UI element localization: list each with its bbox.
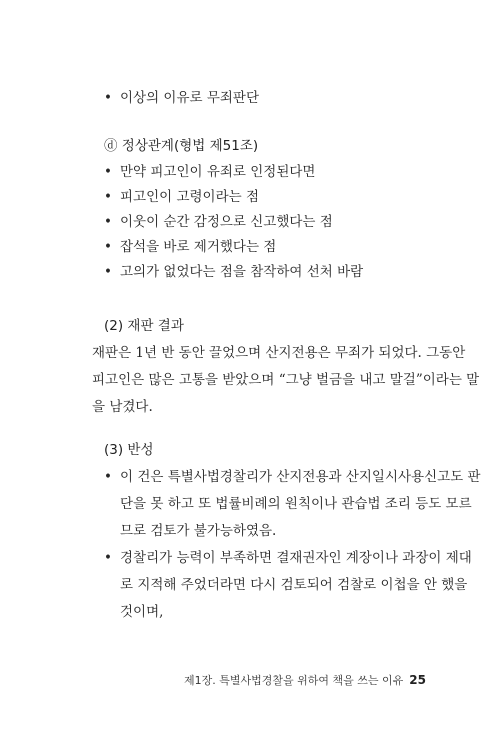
section-heading-reflection: (3) 반성 [104, 442, 154, 458]
bullet-dot: • [104, 164, 112, 180]
bullet-dot: • [104, 264, 112, 280]
bullet-dot: • [104, 469, 112, 485]
bullet-dot: • [104, 189, 112, 205]
bullet-dot: • [104, 214, 112, 230]
paragraph-line: 피고인은 많은 고통을 받았으며 “그냥 벌금을 내고 말걸”이라는 말 [92, 372, 480, 388]
page-number: 25 [409, 673, 426, 687]
section-heading-d: ⓓ 정상관계(형법 제51조) [104, 138, 259, 154]
chapter-title: 제1장. 특별사법경찰을 위하여 책을 쓰는 이유 [184, 674, 404, 687]
bullet-text-line: 경찰리가 능력이 부족하면 결재권자인 계장이나 과장이 제대 [120, 550, 472, 566]
bullet-text-line: 므로 검토가 불가능하였음. [120, 523, 277, 539]
bullet-text-line: 단을 못 하고 또 법률비례의 원칙이나 관습법 조리 등도 모르 [120, 496, 472, 512]
paragraph-line: 을 남겼다. [92, 399, 153, 415]
bullet-text-line: 것이며, [120, 604, 164, 620]
page-footer [184, 672, 426, 688]
bullet-text: 고의가 없었다는 점을 참작하여 선처 바람 [120, 264, 364, 280]
bullet-text: 이웃이 순간 감정으로 신고했다는 점 [120, 214, 333, 230]
bullet-dot: • [104, 239, 112, 255]
bullet-text: 이상의 이유로 무죄판단 [120, 90, 259, 106]
bullet-text-line: 이 건은 특별사법경찰리가 산지전용과 산지일시사용신고도 판 [120, 469, 481, 485]
bullet-text: 잡석을 바로 제거했다는 점 [120, 239, 277, 255]
bullet-text-line: 로 지적해 주었더라면 다시 검토되어 검찰로 이첩을 안 했을 [120, 577, 468, 593]
bullet-dot: • [104, 550, 112, 566]
bullet-dot: • [104, 90, 112, 106]
bullet-text: 피고인이 고령이라는 점 [120, 189, 259, 205]
section-heading-result: (2) 재판 결과 [104, 318, 184, 334]
paragraph-line: 재판은 1년 반 동안 끌었으며 산지전용은 무죄가 되었다. 그동안 [92, 345, 466, 361]
bullet-text: 만약 피고인이 유죄로 인정된다면 [120, 164, 316, 180]
